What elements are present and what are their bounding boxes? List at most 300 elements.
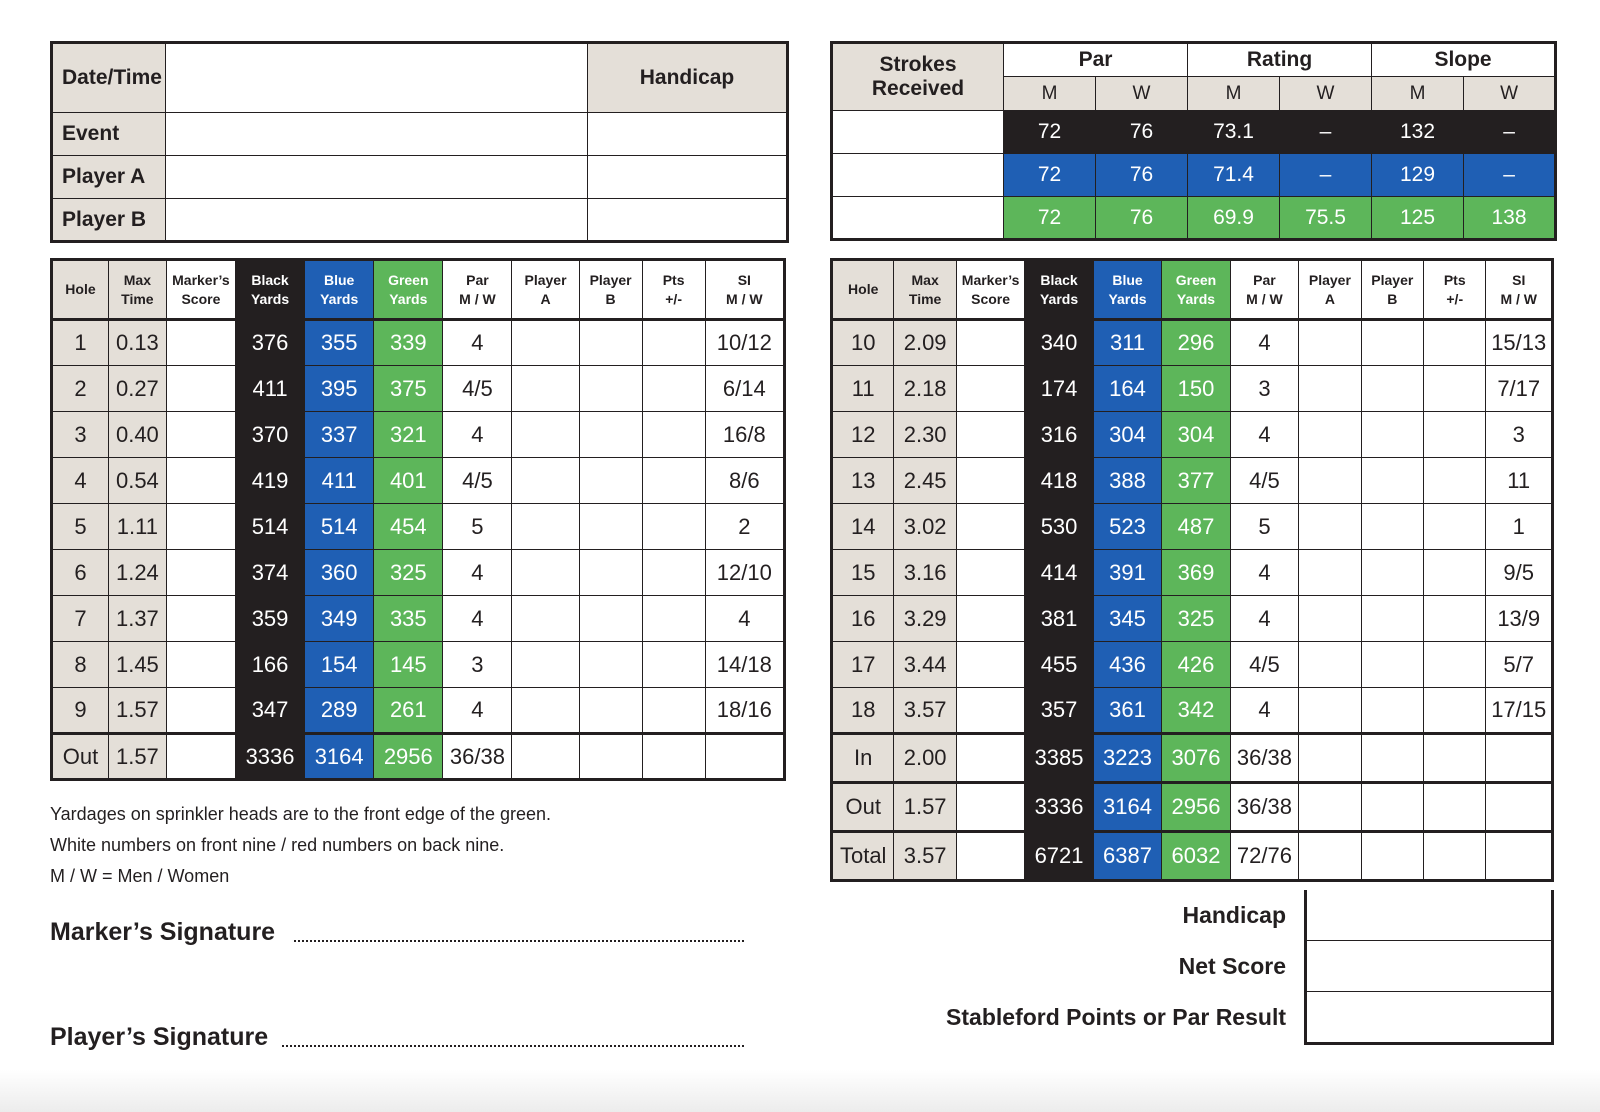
slope-m-header: M xyxy=(1372,77,1464,111)
hole-number: 1 xyxy=(52,320,109,366)
blue-yards: 436 xyxy=(1093,642,1161,688)
black-yards: 166 xyxy=(235,642,304,688)
back-nine-table xyxy=(830,258,1554,882)
player-a-header: Player A xyxy=(512,260,579,320)
hole-number: 4 xyxy=(52,458,109,504)
stroke-index: 2 xyxy=(705,504,784,550)
front-nine-table xyxy=(50,258,786,781)
pts-field[interactable] xyxy=(1424,366,1486,412)
hole-number: 5 xyxy=(52,504,109,550)
green-yards: 6032 xyxy=(1162,832,1230,881)
pts-field[interactable] xyxy=(642,596,705,642)
hole-row xyxy=(52,596,785,642)
max-time: 0.54 xyxy=(108,458,166,504)
player-a-score-field[interactable] xyxy=(1299,458,1361,504)
black-yards: 514 xyxy=(235,504,304,550)
black-tee-rating-row xyxy=(832,111,1556,154)
pts-field[interactable] xyxy=(1424,320,1486,366)
black-yards: 414 xyxy=(1025,550,1093,596)
player-a-score-field[interactable] xyxy=(512,412,579,458)
player-a-score-field[interactable] xyxy=(512,596,579,642)
strokes-received-header: Strokes Received xyxy=(832,43,1004,111)
max-time: 3.44 xyxy=(894,642,956,688)
hole-row xyxy=(832,412,1553,458)
hole-number: 3 xyxy=(52,412,109,458)
par-header: Par M / W xyxy=(443,260,512,320)
max-time: 2.45 xyxy=(894,458,956,504)
player-b-score-field[interactable] xyxy=(579,412,642,458)
blue-yards: 3164 xyxy=(1093,783,1161,832)
hole-number: 2 xyxy=(52,366,109,412)
hole-row xyxy=(832,688,1553,734)
hole-row xyxy=(52,688,785,734)
black-yards: 359 xyxy=(235,596,304,642)
hole-number: 8 xyxy=(52,642,109,688)
max-time: 1.57 xyxy=(108,734,166,780)
player-b-name-field[interactable] xyxy=(166,199,588,242)
player-a-score-field[interactable] xyxy=(1299,832,1361,881)
par-m-header: M xyxy=(1004,77,1096,111)
stroke-index: 6/14 xyxy=(705,366,784,412)
green-yards: 2956 xyxy=(1162,783,1230,832)
hole-row xyxy=(832,458,1553,504)
max-time: 3.57 xyxy=(894,688,956,734)
player-a-score-field[interactable] xyxy=(512,366,579,412)
event-handicap-field[interactable] xyxy=(588,113,788,156)
strokes-received-field[interactable] xyxy=(832,154,1004,197)
results-box xyxy=(1304,890,1554,1045)
black-yards-header: Black Yards xyxy=(235,260,304,320)
markers-score-field[interactable] xyxy=(956,550,1024,596)
par-value: 4/5 xyxy=(443,366,512,412)
player-a-header: Player A xyxy=(1299,260,1361,320)
page-bottom-shadow xyxy=(0,1070,1600,1112)
green-yards: 261 xyxy=(374,688,443,734)
player-b-score-field[interactable] xyxy=(1361,366,1423,412)
hole-row xyxy=(832,596,1553,642)
markers-score-field[interactable] xyxy=(956,412,1024,458)
markers-score-field[interactable] xyxy=(166,688,235,734)
black-yards: 419 xyxy=(235,458,304,504)
note-men-women: M / W = Men / Women xyxy=(50,866,230,886)
player-b-score-field[interactable] xyxy=(1361,320,1423,366)
green-slope-w-value: 138 xyxy=(1464,197,1556,240)
player-b-score-field[interactable] xyxy=(579,320,642,366)
pts-field[interactable] xyxy=(642,458,705,504)
player-b-score-field[interactable] xyxy=(1361,734,1423,783)
par-value: 4/5 xyxy=(443,458,512,504)
green-par-m-value: 72 xyxy=(1004,197,1096,240)
green-yards: 369 xyxy=(1162,550,1230,596)
hole-number: 12 xyxy=(832,412,894,458)
pts-field[interactable] xyxy=(1424,504,1486,550)
black-yards: 370 xyxy=(235,412,304,458)
player-a-score-field[interactable] xyxy=(512,320,579,366)
blue-yards: 337 xyxy=(305,412,374,458)
stroke-index: 5/7 xyxy=(1486,642,1553,688)
par-value: 3 xyxy=(443,642,512,688)
black-yards: 340 xyxy=(1025,320,1093,366)
black-yards: 357 xyxy=(1025,688,1093,734)
note-number-colors: White numbers on front nine / red numbers on back nine. xyxy=(50,835,505,855)
markers-score-field[interactable] xyxy=(956,688,1024,734)
black-yards: 530 xyxy=(1025,504,1093,550)
player-b-score-field[interactable] xyxy=(1361,504,1423,550)
player-b-header: Player B xyxy=(579,260,642,320)
player-info-table xyxy=(50,41,789,243)
blue-yards: 361 xyxy=(1093,688,1161,734)
pts-field[interactable] xyxy=(1424,832,1486,881)
max-time: 3.57 xyxy=(894,832,956,881)
stroke-index-blank xyxy=(1486,783,1553,832)
pts-field[interactable] xyxy=(1424,412,1486,458)
markers-score-header: Marker’s Score xyxy=(956,260,1024,320)
stroke-index: 9/5 xyxy=(1486,550,1553,596)
hole-row xyxy=(832,366,1553,412)
total-label: In xyxy=(832,734,894,783)
par-value: 4/5 xyxy=(1230,642,1298,688)
player-b-score-field[interactable] xyxy=(579,504,642,550)
pts-field[interactable] xyxy=(1424,734,1486,783)
pts-field[interactable] xyxy=(642,642,705,688)
player-b-score-field[interactable] xyxy=(1361,550,1423,596)
markers-score-field[interactable] xyxy=(956,832,1024,881)
player-a-score-field[interactable] xyxy=(1299,688,1361,734)
player-a-score-field[interactable] xyxy=(1299,642,1361,688)
player-b-score-field[interactable] xyxy=(1361,596,1423,642)
slope-header: Slope xyxy=(1372,43,1556,77)
black-yards-header: Black Yards xyxy=(1025,260,1093,320)
pts-field[interactable] xyxy=(642,688,705,734)
black-yards: 3336 xyxy=(235,734,304,780)
black-yards: 3385 xyxy=(1025,734,1093,783)
player-a-label: Player A xyxy=(52,156,166,199)
strokes-received-field[interactable] xyxy=(832,197,1004,240)
player-b-score-field[interactable] xyxy=(579,688,642,734)
hole-number: 18 xyxy=(832,688,894,734)
blue-yards: 164 xyxy=(1093,366,1161,412)
blue-slope-w-value: – xyxy=(1464,154,1556,197)
players-signature-label: Player’s Signature xyxy=(50,1023,269,1051)
pts-field[interactable] xyxy=(642,320,705,366)
blue-slope-m-value: 129 xyxy=(1372,154,1464,197)
markers-score-field[interactable] xyxy=(956,320,1024,366)
black-yards: 418 xyxy=(1025,458,1093,504)
handicap-result-field[interactable] xyxy=(1307,890,1551,941)
green-yards: 339 xyxy=(374,320,443,366)
hole-header: Hole xyxy=(832,260,894,320)
markers-score-field[interactable] xyxy=(956,783,1024,832)
green-yards: 304 xyxy=(1162,412,1230,458)
black-yards: 347 xyxy=(235,688,304,734)
max-time: 1.24 xyxy=(108,550,166,596)
markers-score-header: Marker’s Score xyxy=(166,260,235,320)
pts-field[interactable] xyxy=(1424,596,1486,642)
player-a-score-field[interactable] xyxy=(1299,504,1361,550)
max-time: 2.00 xyxy=(894,734,956,783)
max-time: 3.29 xyxy=(894,596,956,642)
hole-row xyxy=(832,642,1553,688)
par-value: 36/38 xyxy=(443,734,512,780)
hole-number: 10 xyxy=(832,320,894,366)
par-value: 5 xyxy=(443,504,512,550)
hole-row xyxy=(52,550,785,596)
pts-field[interactable] xyxy=(642,504,705,550)
black-par-m-value: 72 xyxy=(1004,111,1096,154)
player-b-score-field[interactable] xyxy=(579,366,642,412)
player-a-handicap-field[interactable] xyxy=(588,156,788,199)
blue-yards: 411 xyxy=(305,458,374,504)
par-value: 4 xyxy=(443,412,512,458)
black-yards: 316 xyxy=(1025,412,1093,458)
stroke-index: 10/12 xyxy=(705,320,784,366)
hole-row xyxy=(52,366,785,412)
par-value: 4 xyxy=(443,320,512,366)
hole-row xyxy=(832,550,1553,596)
par-value: 72/76 xyxy=(1230,832,1298,881)
players-signature-line[interactable] xyxy=(282,1045,744,1047)
blue-yards: 360 xyxy=(305,550,374,596)
par-value: 4 xyxy=(1230,688,1298,734)
player-a-score-field[interactable] xyxy=(512,734,579,780)
par-value: 36/38 xyxy=(1230,783,1298,832)
markers-signature-label: Marker’s Signature xyxy=(50,918,276,946)
markers-score-field[interactable] xyxy=(166,734,235,780)
blue-yards-header: Blue Yards xyxy=(305,260,374,320)
hole-row xyxy=(52,504,785,550)
hole-number: 14 xyxy=(832,504,894,550)
hole-row xyxy=(52,458,785,504)
stroke-index: 15/13 xyxy=(1486,320,1553,366)
black-yards: 376 xyxy=(235,320,304,366)
player-a-score-field[interactable] xyxy=(512,458,579,504)
pts-header: Pts +/- xyxy=(642,260,705,320)
hole-number: 16 xyxy=(832,596,894,642)
hole-row xyxy=(52,642,785,688)
markers-score-field[interactable] xyxy=(166,412,235,458)
event-label: Event xyxy=(52,113,166,156)
slope-w-header: W xyxy=(1464,77,1556,111)
stroke-index-blank xyxy=(705,734,784,780)
pts-field[interactable] xyxy=(642,734,705,780)
stroke-index: 17/15 xyxy=(1486,688,1553,734)
max-time: 2.09 xyxy=(894,320,956,366)
par-value: 4 xyxy=(443,596,512,642)
stroke-index: 3 xyxy=(1486,412,1553,458)
pts-field[interactable] xyxy=(1424,458,1486,504)
rating-header: Rating xyxy=(1188,43,1372,77)
player-b-header: Player B xyxy=(1361,260,1423,320)
blue-yards: 514 xyxy=(305,504,374,550)
black-slope-m-value: 132 xyxy=(1372,111,1464,154)
player-b-score-field[interactable] xyxy=(579,642,642,688)
player-b-score-field[interactable] xyxy=(1361,412,1423,458)
markers-score-field[interactable] xyxy=(166,550,235,596)
player-b-score-field[interactable] xyxy=(579,458,642,504)
par-value: 3 xyxy=(1230,366,1298,412)
pts-field[interactable] xyxy=(642,550,705,596)
player-b-score-field[interactable] xyxy=(1361,783,1423,832)
pts-field[interactable] xyxy=(1424,642,1486,688)
pts-field[interactable] xyxy=(1424,688,1486,734)
player-a-score-field[interactable] xyxy=(1299,320,1361,366)
hole-number: 17 xyxy=(832,642,894,688)
green-yards: 325 xyxy=(1162,596,1230,642)
player-b-score-field[interactable] xyxy=(1361,688,1423,734)
markers-score-field[interactable] xyxy=(956,734,1024,783)
rating-w-header: W xyxy=(1280,77,1372,111)
total-row xyxy=(832,783,1553,832)
markers-score-field[interactable] xyxy=(166,320,235,366)
stroke-index-blank xyxy=(1486,734,1553,783)
player-b-score-field[interactable] xyxy=(579,596,642,642)
max-time: 1.57 xyxy=(894,783,956,832)
blue-yards-header: Blue Yards xyxy=(1093,260,1161,320)
green-yards: 377 xyxy=(1162,458,1230,504)
max-time: 2.18 xyxy=(894,366,956,412)
pts-field[interactable] xyxy=(1424,550,1486,596)
black-yards: 374 xyxy=(235,550,304,596)
total-label: Out xyxy=(832,783,894,832)
player-a-score-field[interactable] xyxy=(1299,366,1361,412)
stableford-label: Stableford Points or Par Result xyxy=(946,1004,1286,1030)
markers-score-field[interactable] xyxy=(166,458,235,504)
handicap-result-label: Handicap xyxy=(1182,902,1286,928)
green-yards-header: Green Yards xyxy=(1162,260,1230,320)
markers-score-field[interactable] xyxy=(956,458,1024,504)
markers-score-field[interactable] xyxy=(956,596,1024,642)
par-w-header: W xyxy=(1096,77,1188,111)
markers-score-field[interactable] xyxy=(166,596,235,642)
stroke-index: 11 xyxy=(1486,458,1553,504)
blue-yards: 3164 xyxy=(305,734,374,780)
player-a-score-field[interactable] xyxy=(512,642,579,688)
player-a-score-field[interactable] xyxy=(512,550,579,596)
event-field[interactable] xyxy=(166,113,588,156)
stroke-index: 7/17 xyxy=(1486,366,1553,412)
player-b-label: Player B xyxy=(52,199,166,242)
player-b-score-field[interactable] xyxy=(1361,458,1423,504)
markers-signature-line[interactable] xyxy=(294,940,744,942)
par-header: Par M / W xyxy=(1230,260,1298,320)
max-time-header: Max Time xyxy=(894,260,956,320)
player-a-score-field[interactable] xyxy=(1299,783,1361,832)
max-time: 1.11 xyxy=(108,504,166,550)
markers-score-field[interactable] xyxy=(166,504,235,550)
stroke-index-blank xyxy=(1486,832,1553,881)
markers-score-field[interactable] xyxy=(956,504,1024,550)
blue-yards: 345 xyxy=(1093,596,1161,642)
player-a-score-field[interactable] xyxy=(1299,550,1361,596)
green-yards: 342 xyxy=(1162,688,1230,734)
blue-rating-w-value: – xyxy=(1280,154,1372,197)
hole-number: 11 xyxy=(832,366,894,412)
player-b-score-field[interactable] xyxy=(1361,642,1423,688)
markers-score-field[interactable] xyxy=(956,642,1024,688)
blue-yards: 6387 xyxy=(1093,832,1161,881)
hole-number: 6 xyxy=(52,550,109,596)
total-row xyxy=(832,832,1553,881)
player-b-score-field[interactable] xyxy=(579,550,642,596)
par-value: 4 xyxy=(443,688,512,734)
stroke-index: 4 xyxy=(705,596,784,642)
stroke-index: 12/10 xyxy=(705,550,784,596)
max-time: 0.40 xyxy=(108,412,166,458)
par-value: 5 xyxy=(1230,504,1298,550)
green-rating-m-value: 69.9 xyxy=(1188,197,1280,240)
green-yards: 296 xyxy=(1162,320,1230,366)
green-yards: 401 xyxy=(374,458,443,504)
player-a-name-field[interactable] xyxy=(166,156,588,199)
blue-rating-m-value: 71.4 xyxy=(1188,154,1280,197)
pts-header: Pts +/- xyxy=(1424,260,1486,320)
par-value: 4 xyxy=(1230,412,1298,458)
black-yards: 381 xyxy=(1025,596,1093,642)
player-b-score-field[interactable] xyxy=(1361,832,1423,881)
green-yards: 487 xyxy=(1162,504,1230,550)
player-a-score-field[interactable] xyxy=(1299,412,1361,458)
pts-field[interactable] xyxy=(642,366,705,412)
green-slope-m-value: 125 xyxy=(1372,197,1464,240)
rating-m-header: M xyxy=(1188,77,1280,111)
player-a-score-field[interactable] xyxy=(1299,596,1361,642)
green-yards: 150 xyxy=(1162,366,1230,412)
stroke-index: 14/18 xyxy=(705,642,784,688)
course-ratings-table xyxy=(830,41,1557,241)
par-header: Par xyxy=(1004,43,1188,77)
blue-tee-rating-row xyxy=(832,154,1556,197)
strokes-received-field[interactable] xyxy=(832,111,1004,154)
markers-score-field[interactable] xyxy=(166,642,235,688)
blue-par-w-value: 76 xyxy=(1096,154,1188,197)
green-yards: 2956 xyxy=(374,734,443,780)
green-rating-w-value: 75.5 xyxy=(1280,197,1372,240)
player-a-score-field[interactable] xyxy=(512,504,579,550)
blue-yards: 523 xyxy=(1093,504,1161,550)
stroke-index: 16/8 xyxy=(705,412,784,458)
green-tee-rating-row xyxy=(832,197,1556,240)
max-time: 3.16 xyxy=(894,550,956,596)
blue-yards: 289 xyxy=(305,688,374,734)
par-value: 4 xyxy=(1230,596,1298,642)
black-yards: 411 xyxy=(235,366,304,412)
player-b-handicap-field[interactable] xyxy=(588,199,788,242)
net-score-field[interactable] xyxy=(1307,941,1551,992)
blue-yards: 388 xyxy=(1093,458,1161,504)
stableford-field[interactable] xyxy=(1307,992,1551,1042)
blue-yards: 391 xyxy=(1093,550,1161,596)
blue-par-m-value: 72 xyxy=(1004,154,1096,197)
date-time-field[interactable] xyxy=(166,43,588,113)
black-par-w-value: 76 xyxy=(1096,111,1188,154)
player-a-score-field[interactable] xyxy=(512,688,579,734)
pts-field[interactable] xyxy=(642,412,705,458)
black-rating-w-value: – xyxy=(1280,111,1372,154)
markers-score-field[interactable] xyxy=(956,366,1024,412)
player-b-score-field[interactable] xyxy=(579,734,642,780)
markers-score-field[interactable] xyxy=(166,366,235,412)
pts-field[interactable] xyxy=(1424,783,1486,832)
total-label: Out xyxy=(52,734,109,780)
max-time: 0.27 xyxy=(108,366,166,412)
par-value: 4 xyxy=(443,550,512,596)
max-time: 1.37 xyxy=(108,596,166,642)
blue-yards: 311 xyxy=(1093,320,1161,366)
blue-yards: 355 xyxy=(305,320,374,366)
par-value: 36/38 xyxy=(1230,734,1298,783)
hole-number: 13 xyxy=(832,458,894,504)
player-a-score-field[interactable] xyxy=(1299,734,1361,783)
